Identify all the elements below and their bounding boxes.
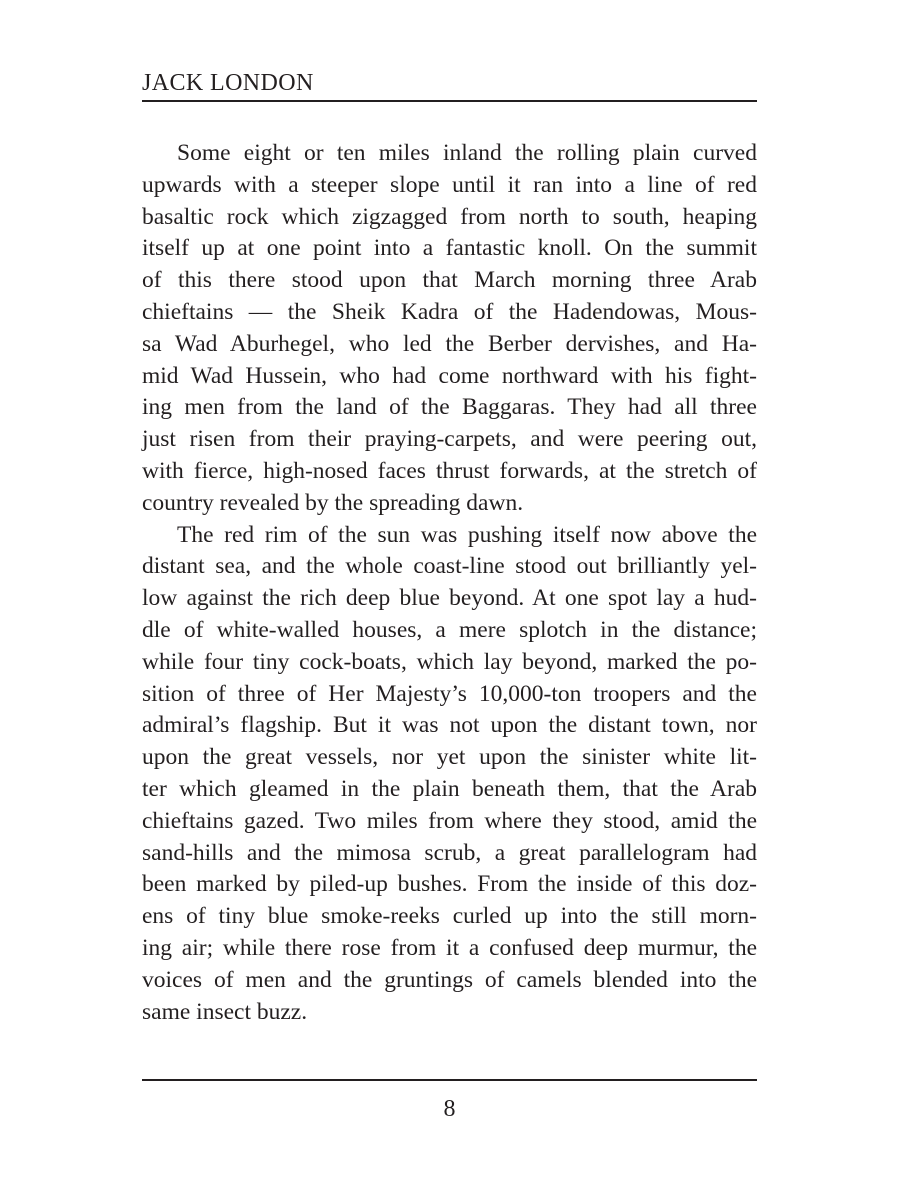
text-line: been marked by piled-up bushes. From the inside of this doz-	[142, 871, 757, 898]
text-line: just risen from their praying-carpets, and were peering out,	[142, 426, 757, 453]
text-line: chieftains — the Sheik Kadra of the Hadendowas, Mous-	[142, 298, 757, 325]
body-text	[142, 138, 757, 1028]
text-line: ing men from the land of the Baggaras. They had all three	[142, 394, 757, 421]
text-line: with fierce, high-nosed faces thrust forwards, at the stretch of	[142, 457, 757, 484]
text-line: admiral’s flagship. But it was not upon the distant town, nor	[142, 712, 757, 739]
header-rule	[142, 100, 757, 102]
text-line: Some eight or ten miles inland the rolling plain curved	[177, 140, 757, 166]
text-line: of this there stood upon that March morning three Arab	[142, 267, 757, 294]
text-line: itself up at one point into a fantastic knoll. On the summit	[142, 235, 757, 262]
text-line: chieftains gazed. Two miles from where they stood, amid the	[142, 807, 757, 834]
text-line: low against the rich deep blue beyond. At one spot lay a hud-	[142, 585, 757, 612]
text-line: mid Wad Hussein, who had come northward with his fight-	[142, 362, 757, 389]
page-number: 8	[443, 1096, 456, 1122]
text-line: voices of men and the gruntings of camels blended into the	[142, 966, 757, 993]
text-line: upon the great vessels, nor yet upon the sinister white lit-	[142, 744, 757, 771]
text-line: ens of tiny blue smoke-reeks curled up into the still morn-	[142, 903, 757, 930]
text-line: ter which gleamed in the plain beneath them, that the Arab	[142, 775, 757, 802]
running-head: JACK LONDON	[142, 70, 314, 96]
text-line: The red rim of the sun was pushing itself now above the	[177, 521, 757, 548]
text-line: country revealed by the spreading dawn.	[142, 489, 524, 516]
text-line: distant sea, and the whole coast-line stood out brilliantly yel-	[142, 553, 757, 580]
text-line: sand-hills and the mimosa scrub, a great parallelogram had	[142, 839, 757, 866]
text-line: sa Wad Aburhegel, who led the Berber dervishes, and Ha-	[142, 330, 757, 357]
text-line: ing air; while there rose from it a confused deep murmur, the	[142, 934, 757, 961]
paragraph-2	[142, 520, 757, 1029]
text-line: basaltic rock which zigzagged from north to south, heaping	[142, 203, 757, 230]
paragraph-1	[142, 138, 757, 520]
text-line: sition of three of Her Majesty’s 10,000-ton troopers and the	[142, 680, 757, 707]
text-line: dle of white-walled houses, a mere splotch in the distance;	[142, 616, 757, 643]
footer-rule	[142, 1079, 757, 1081]
text-line: upwards with a steeper slope until it ran into a line of red	[142, 171, 757, 198]
text-line: while four tiny cock-boats, which lay beyond, marked the po-	[142, 648, 757, 675]
text-line: same insect buzz.	[142, 998, 308, 1025]
